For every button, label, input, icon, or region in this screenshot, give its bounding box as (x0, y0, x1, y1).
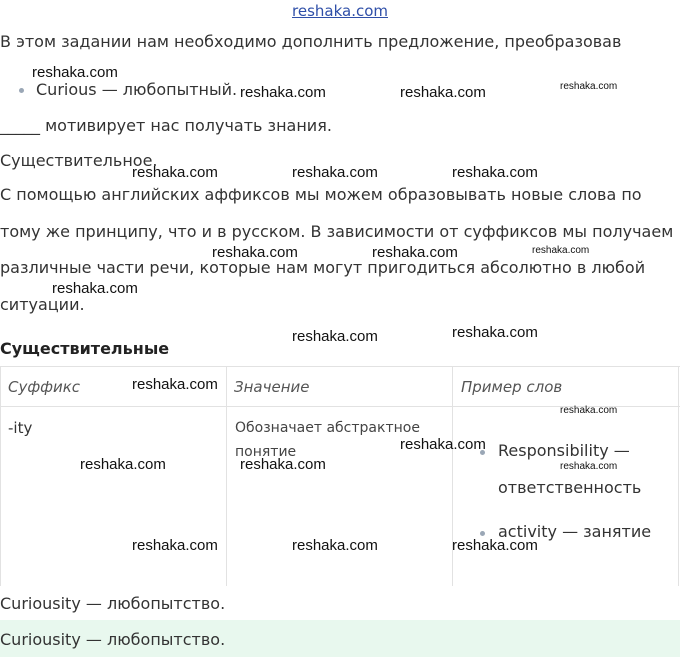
watermark: reshaka.com (80, 456, 166, 473)
watermark: reshaka.com (292, 164, 378, 181)
table-header-suffix: Суффикс (8, 378, 81, 396)
intro-text: В этом задании нам необходимо дополнить предложение, преобразовав (0, 32, 622, 51)
watermark: reshaka.com (240, 456, 326, 473)
watermark: reshaka.com (560, 461, 618, 472)
watermark: reshaka.com (532, 245, 590, 256)
table-cell-suffix: -ity (8, 419, 33, 437)
bullet-dot-icon (480, 531, 485, 536)
example-item: Responsibility — (498, 441, 630, 460)
explanation-line: различные части речи, которые нам могут пригодиться абсолютно в любой (0, 258, 646, 277)
bullet-item-text: Curious — любопытный. (36, 80, 238, 99)
watermark: reshaka.com (32, 64, 118, 81)
watermark: reshaka.com (560, 81, 618, 92)
site-link[interactable]: reshaka.com (292, 2, 388, 20)
watermark: reshaka.com (452, 537, 538, 554)
watermark: reshaka.com (560, 405, 618, 416)
watermark: reshaka.com (212, 244, 298, 261)
watermark: reshaka.com (400, 436, 486, 453)
watermark: reshaka.com (132, 376, 218, 393)
watermark: reshaka.com (52, 280, 138, 297)
table-border-top (0, 366, 680, 367)
example-item: ответственность (498, 478, 642, 497)
watermark: reshaka.com (452, 164, 538, 181)
watermark: reshaka.com (292, 328, 378, 345)
part-of-speech: Существительное. (0, 151, 158, 170)
watermark: reshaka.com (400, 84, 486, 101)
watermark: reshaka.com (292, 537, 378, 554)
watermark: reshaka.com (372, 244, 458, 261)
explanation-line: ситуации. (0, 295, 85, 314)
watermark: reshaka.com (240, 84, 326, 101)
table-column-divider (226, 366, 227, 586)
table-cell-meaning: понятие (235, 444, 297, 460)
table-cell-meaning: Обозначает абстрактное (235, 420, 420, 436)
example-item: activity — занятие (498, 522, 652, 541)
table-header-meaning: Значение (234, 378, 310, 396)
task-sentence: _____ мотивирует нас получать знания. (0, 116, 332, 135)
answer-text: Curiousity — любопытство. (0, 630, 226, 649)
table-border-right (678, 366, 679, 586)
bullet-dot-icon (19, 88, 24, 93)
explanation-line: тому же принципу, что и в русском. В зависимости от суффиксов мы получаем (0, 222, 674, 241)
result-text: Curiousity — любопытство. (0, 594, 226, 613)
table-header-examples: Пример слов (461, 378, 563, 396)
watermark: reshaka.com (132, 164, 218, 181)
watermark: reshaka.com (132, 537, 218, 554)
table-border-left (0, 366, 1, 586)
section-heading: Существительные (0, 339, 170, 358)
explanation-line: С помощью английских аффиксов мы можем образовывать новые слова по (0, 185, 642, 204)
watermark: reshaka.com (452, 324, 538, 341)
